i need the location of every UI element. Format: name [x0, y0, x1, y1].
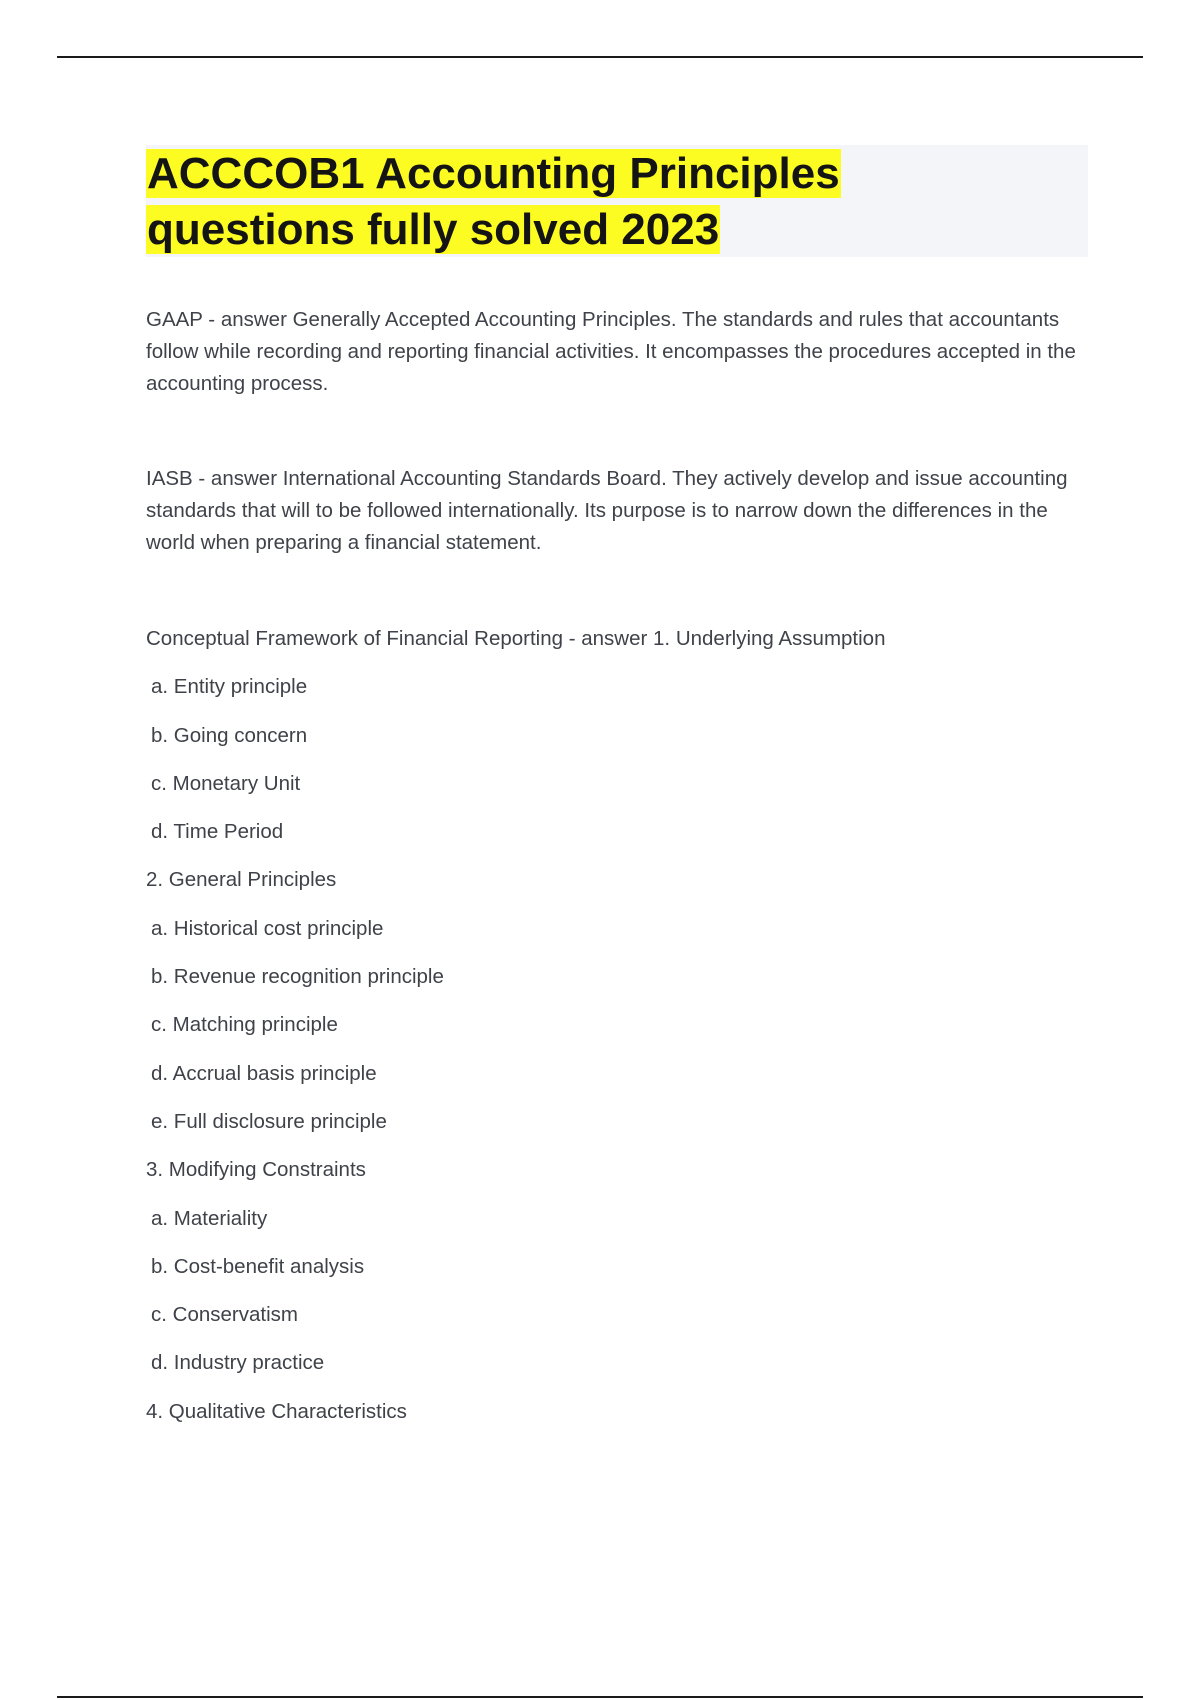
list-item: a. Entity principle: [151, 675, 308, 699]
list-item: d. Accrual basis principle: [151, 1061, 377, 1085]
list-item: c. Monetary Unit: [151, 771, 301, 795]
list-item: a. Historical cost principle: [151, 916, 384, 940]
bottom-rule: [57, 1696, 1143, 1698]
framework-list: [146, 623, 1086, 1444]
top-rule: [57, 56, 1143, 58]
section-heading: 2. General Principles: [146, 868, 337, 892]
list-item: e. Full disclosure principle: [151, 1109, 387, 1133]
list-item: d. Industry practice: [151, 1351, 325, 1375]
paragraph-iasb: IASB - answer International Accounting Standards Board. They actively develop and issue accounting standards that will to be followed internationally. Its purpose is to narrow down the differences in the world when preparing a financial statement.: [146, 467, 1068, 554]
document-title: [146, 146, 1088, 258]
list-item: a. Materiality: [151, 1206, 268, 1230]
framework-heading: Conceptual Framework of Financial Reporting - answer 1. Underlying Assumption: [146, 627, 886, 650]
section-heading: 3. Modifying Constraints: [146, 1158, 366, 1182]
title-line-1: ACCCOB1 Accounting Principles: [147, 149, 840, 198]
list-item: b. Revenue recognition principle: [151, 965, 444, 989]
list-item: d. Time Period: [151, 820, 284, 844]
section-heading: 4. Qualitative Characteristics: [146, 1399, 407, 1423]
title-line-2: questions fully solved 2023: [147, 205, 720, 254]
list-item: c. Conservatism: [151, 1303, 298, 1327]
list-item: c. Matching principle: [151, 1013, 338, 1037]
list-item: b. Going concern: [151, 723, 308, 747]
list-item: b. Cost-benefit analysis: [151, 1254, 365, 1278]
paragraph-gaap: GAAP - answer Generally Accepted Accounting Principles. The standards and rules that accountants follow while recording and reporting financial activities. It encompasses the procedures accepted in the accounting process.: [146, 308, 1076, 395]
